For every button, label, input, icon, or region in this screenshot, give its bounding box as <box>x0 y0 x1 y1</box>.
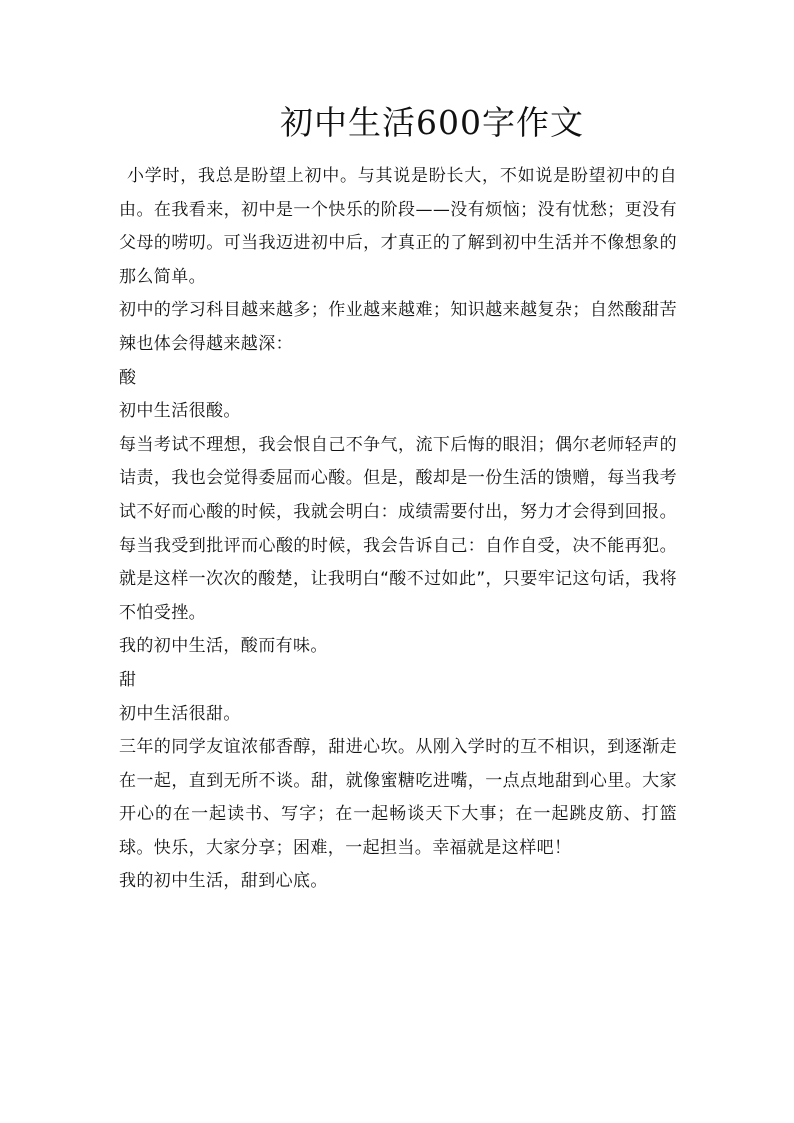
paragraph-sweet-detail: 三年的同学友谊浓郁香醇，甜进心坎。从刚入学时的互不相识，到逐渐走在一起，直到无所不谈。甜，就像蜜糖吃进嘴，一点点地甜到心里。大家开心的在一起读书、写字；在一起畅谈天下大事；在一起跳皮筋、打篮球。快乐，大家分享；困难，一起担当。幸福就是这样吧！ <box>119 737 677 858</box>
paragraph-sour-detail: 每当考试不理想，我会恨自己不争气，流下后悔的眼泪；偶尔老师轻声的诘责，我也会觉得委屈而心酸。但是，酸却是一份生活的馈赠，每当我考试不好而心酸的时候，我就会明白：成绩需要付出，努力才会得到回报。每当我受到批评而心酸的时候，我会告诉自己：自作自受，决不能再犯。就是这样一次次的酸楚，让我明白“酸不过如此”，只要牢记这句话，我将不怕受挫。 <box>119 434 677 623</box>
section-heading-sweet: 甜 <box>119 669 137 690</box>
paragraph-sour-summary: 初中生活很酸。 <box>119 401 241 422</box>
section-heading-sour: 酸 <box>119 367 137 388</box>
document-title: 初中生活600字作文 <box>280 103 584 142</box>
paragraph-sweet-summary: 初中生活很甜。 <box>119 703 241 724</box>
paragraph-intro: 小学时，我总是盼望上初中。与其说是盼长大，不如说是盼望初中的自由。在我看来，初中是一个快乐的阶段——没有烦恼；没有忧愁；更没有父母的唠叨。可当我迈进初中后，才真正的了解到初中生活并不像想象的那么简单。 <box>119 166 677 287</box>
paragraph-subjects: 初中的学习科目越来越多；作业越来越难；知识越来越复杂；自然酸甜苦辣也体会得越来越深： <box>119 300 677 354</box>
paragraph-sweet-conclusion: 我的初中生活，甜到心底。 <box>119 871 328 892</box>
document-body <box>119 160 677 899</box>
paragraph-sour-conclusion: 我的初中生活，酸而有味。 <box>119 636 328 657</box>
